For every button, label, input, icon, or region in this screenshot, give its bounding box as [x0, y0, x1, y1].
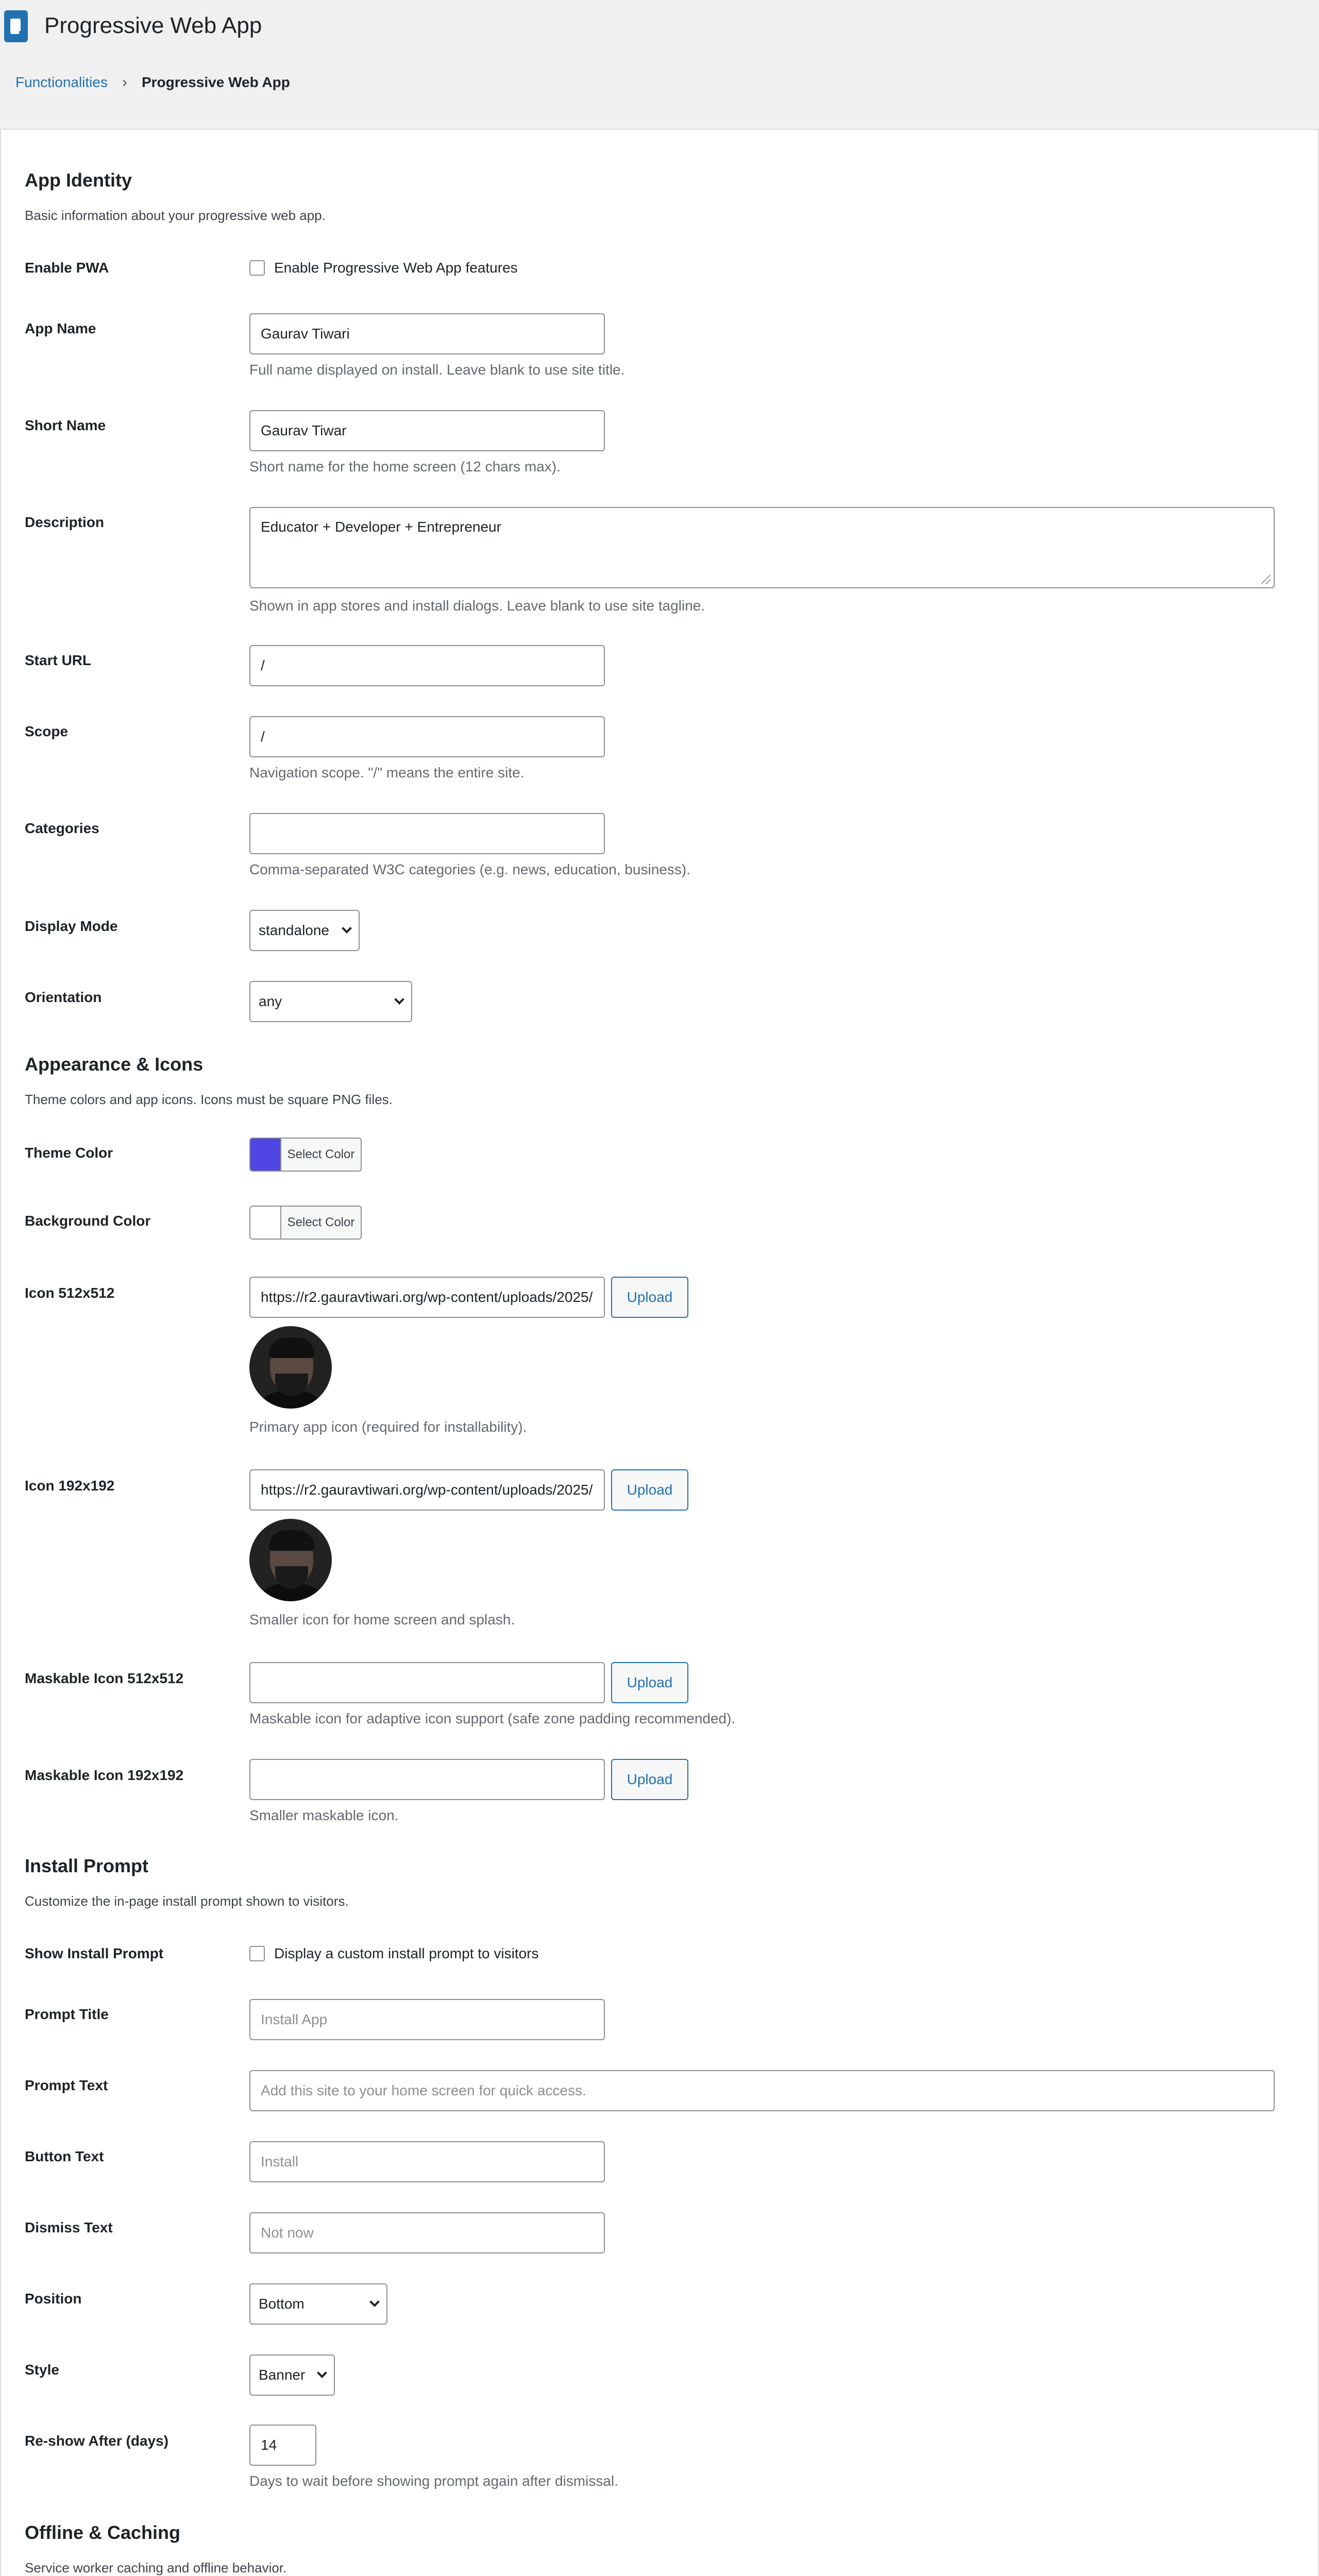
- prompt-title-label: Prompt Title: [25, 2006, 109, 2022]
- short-name-input[interactable]: Gaurav Tiwar: [249, 410, 605, 451]
- maskable-192-upload-button[interactable]: Upload: [611, 1759, 688, 1800]
- section-desc-appearance: Theme colors and app icons. Icons must be square PNG files.: [25, 1092, 393, 1107]
- categories-input[interactable]: [249, 813, 605, 854]
- prompt-text-input[interactable]: [249, 2070, 1275, 2111]
- style-value: Banner: [259, 2367, 306, 2383]
- show-install-prompt-label: Show Install Prompt: [25, 1945, 164, 1961]
- display-mode-value: standalone: [259, 922, 330, 938]
- breadcrumb-functionalities-link[interactable]: Functionalities: [15, 74, 108, 90]
- prompt-title-input[interactable]: [249, 1999, 605, 2040]
- section-desc-offline: Service worker caching and offline behavior.: [25, 2560, 287, 2575]
- show-install-prompt-text: Display a custom install prompt to visitors: [274, 1945, 539, 1961]
- short-name-help: Short name for the home screen (12 chars max).: [249, 459, 561, 474]
- icon-192-help: Smaller icon for home screen and splash.: [249, 1612, 515, 1628]
- reshow-days-input[interactable]: 14: [249, 2425, 316, 2466]
- orientation-value: any: [259, 993, 282, 1009]
- maskable-512-help: Maskable icon for adaptive icon support (safe zone padding recommended).: [249, 1710, 736, 1726]
- chevron-down-icon: [369, 2297, 380, 2307]
- short-name-label: Short Name: [25, 417, 106, 433]
- app-name-label: App Name: [25, 320, 96, 336]
- chevron-down-icon: [342, 923, 352, 934]
- button-text-placeholder: Install: [261, 2154, 299, 2170]
- section-title-app-identity: App Identity: [25, 170, 132, 191]
- prompt-text-label: Prompt Text: [25, 2077, 108, 2093]
- dismiss-text-label: Dismiss Text: [25, 2219, 113, 2235]
- breadcrumb-current: Progressive Web App: [141, 74, 290, 90]
- enable-pwa-text: Enable Progressive Web App features: [274, 260, 518, 276]
- maskable-512-input[interactable]: [249, 1662, 605, 1703]
- resize-grip-icon[interactable]: [1261, 575, 1271, 584]
- breadcrumb-separator-icon: ›: [122, 74, 127, 91]
- icon-192-label: Icon 192x192: [25, 1478, 115, 1494]
- enable-pwa-label: Enable PWA: [25, 260, 109, 276]
- theme-color-picker[interactable]: [249, 1138, 362, 1172]
- prompt-title-placeholder: Install App: [261, 2011, 328, 2027]
- background-color-label: Background Color: [25, 1213, 151, 1229]
- scope-help: Navigation scope. "/" means the entire site.: [249, 765, 525, 781]
- reshow-label: Re-show After (days): [25, 2433, 169, 2449]
- section-title-install-prompt: Install Prompt: [25, 1855, 149, 1876]
- admin-header: [0, 0, 1319, 129]
- categories-help: Comma-separated W3C categories (e.g. news, education, business).: [249, 861, 690, 877]
- select-color-label: Select Color: [287, 1147, 355, 1161]
- section-desc-app-identity: Basic information about your progressive web app.: [25, 208, 326, 223]
- display-mode-label: Display Mode: [25, 918, 118, 934]
- display-mode-select[interactable]: [249, 910, 360, 951]
- dismiss-text-input[interactable]: [249, 2212, 605, 2253]
- maskable-512-label: Maskable Icon 512x512: [25, 1670, 184, 1686]
- section-title-appearance: Appearance & Icons: [25, 1054, 204, 1075]
- style-select[interactable]: [249, 2354, 335, 2396]
- background-color-picker[interactable]: [249, 1206, 362, 1240]
- position-select[interactable]: [249, 2283, 387, 2325]
- icon-192-upload-button[interactable]: Upload: [611, 1469, 688, 1511]
- select-color-label: Select Color: [287, 1215, 355, 1229]
- dismiss-text-placeholder: Not now: [261, 2225, 314, 2241]
- orientation-label: Orientation: [25, 989, 102, 1005]
- section-title-offline: Offline & Caching: [25, 2522, 181, 2543]
- icon-192-preview: [249, 1519, 332, 1601]
- button-text-input[interactable]: [249, 2141, 605, 2182]
- description-label: Description: [25, 514, 105, 530]
- button-text-label: Button Text: [25, 2148, 104, 2164]
- app-name-help: Full name displayed on install. Leave blank to use site title.: [249, 362, 625, 378]
- enable-pwa-row[interactable]: [249, 259, 518, 277]
- show-install-prompt-row[interactable]: [249, 1944, 539, 1963]
- style-label: Style: [25, 2362, 59, 2378]
- maskable-512-upload-button[interactable]: Upload: [611, 1662, 688, 1703]
- icon-512-preview: [249, 1326, 332, 1409]
- start-url-input[interactable]: /: [249, 645, 605, 686]
- icon-512-help: Primary app icon (required for installability).: [249, 1419, 527, 1435]
- app-name-input[interactable]: Gaurav Tiwari: [249, 313, 605, 354]
- settings-card: [0, 129, 1319, 2576]
- description-textarea[interactable]: [249, 507, 1275, 588]
- page-title: Progressive Web App: [44, 13, 262, 38]
- maskable-192-label: Maskable Icon 192x192: [25, 1767, 184, 1783]
- theme-color-label: Theme Color: [25, 1145, 113, 1161]
- enable-pwa-checkbox[interactable]: [249, 260, 265, 276]
- breadcrumb: [15, 72, 290, 93]
- scope-input[interactable]: /: [249, 716, 605, 757]
- icon-512-label: Icon 512x512: [25, 1285, 115, 1301]
- maskable-192-input[interactable]: [249, 1759, 605, 1800]
- orientation-select[interactable]: [249, 981, 412, 1022]
- chevron-down-icon: [317, 2368, 327, 2378]
- chevron-down-icon: [394, 994, 404, 1005]
- description-value: Educator + Developer + Entrepreneur: [261, 519, 501, 535]
- pwa-app-icon: [4, 10, 28, 42]
- theme-color-swatch: [250, 1139, 281, 1171]
- position-label: Position: [25, 2291, 82, 2307]
- prompt-text-placeholder: Add this site to your home screen for quick access.: [261, 2082, 586, 2098]
- start-url-label: Start URL: [25, 652, 92, 668]
- maskable-192-help: Smaller maskable icon.: [249, 1807, 399, 1823]
- description-help: Shown in app stores and install dialogs. Leave blank to use site tagline.: [249, 598, 705, 614]
- icon-192-input[interactable]: https://r2.gauravtiwari.org/wp-content/uploads/2025/: [249, 1469, 605, 1511]
- section-desc-install-prompt: Customize the in-page install prompt shown to visitors.: [25, 1893, 349, 1909]
- show-install-prompt-checkbox[interactable]: [249, 1946, 265, 1961]
- icon-512-upload-button[interactable]: Upload: [611, 1277, 688, 1318]
- reshow-help: Days to wait before showing prompt again after dismissal.: [249, 2473, 618, 2489]
- scope-label: Scope: [25, 723, 69, 739]
- categories-label: Categories: [25, 820, 99, 836]
- position-value: Bottom: [259, 2296, 305, 2312]
- icon-512-input[interactable]: https://r2.gauravtiwari.org/wp-content/uploads/2025/: [249, 1277, 605, 1318]
- background-color-swatch: [250, 1207, 281, 1239]
